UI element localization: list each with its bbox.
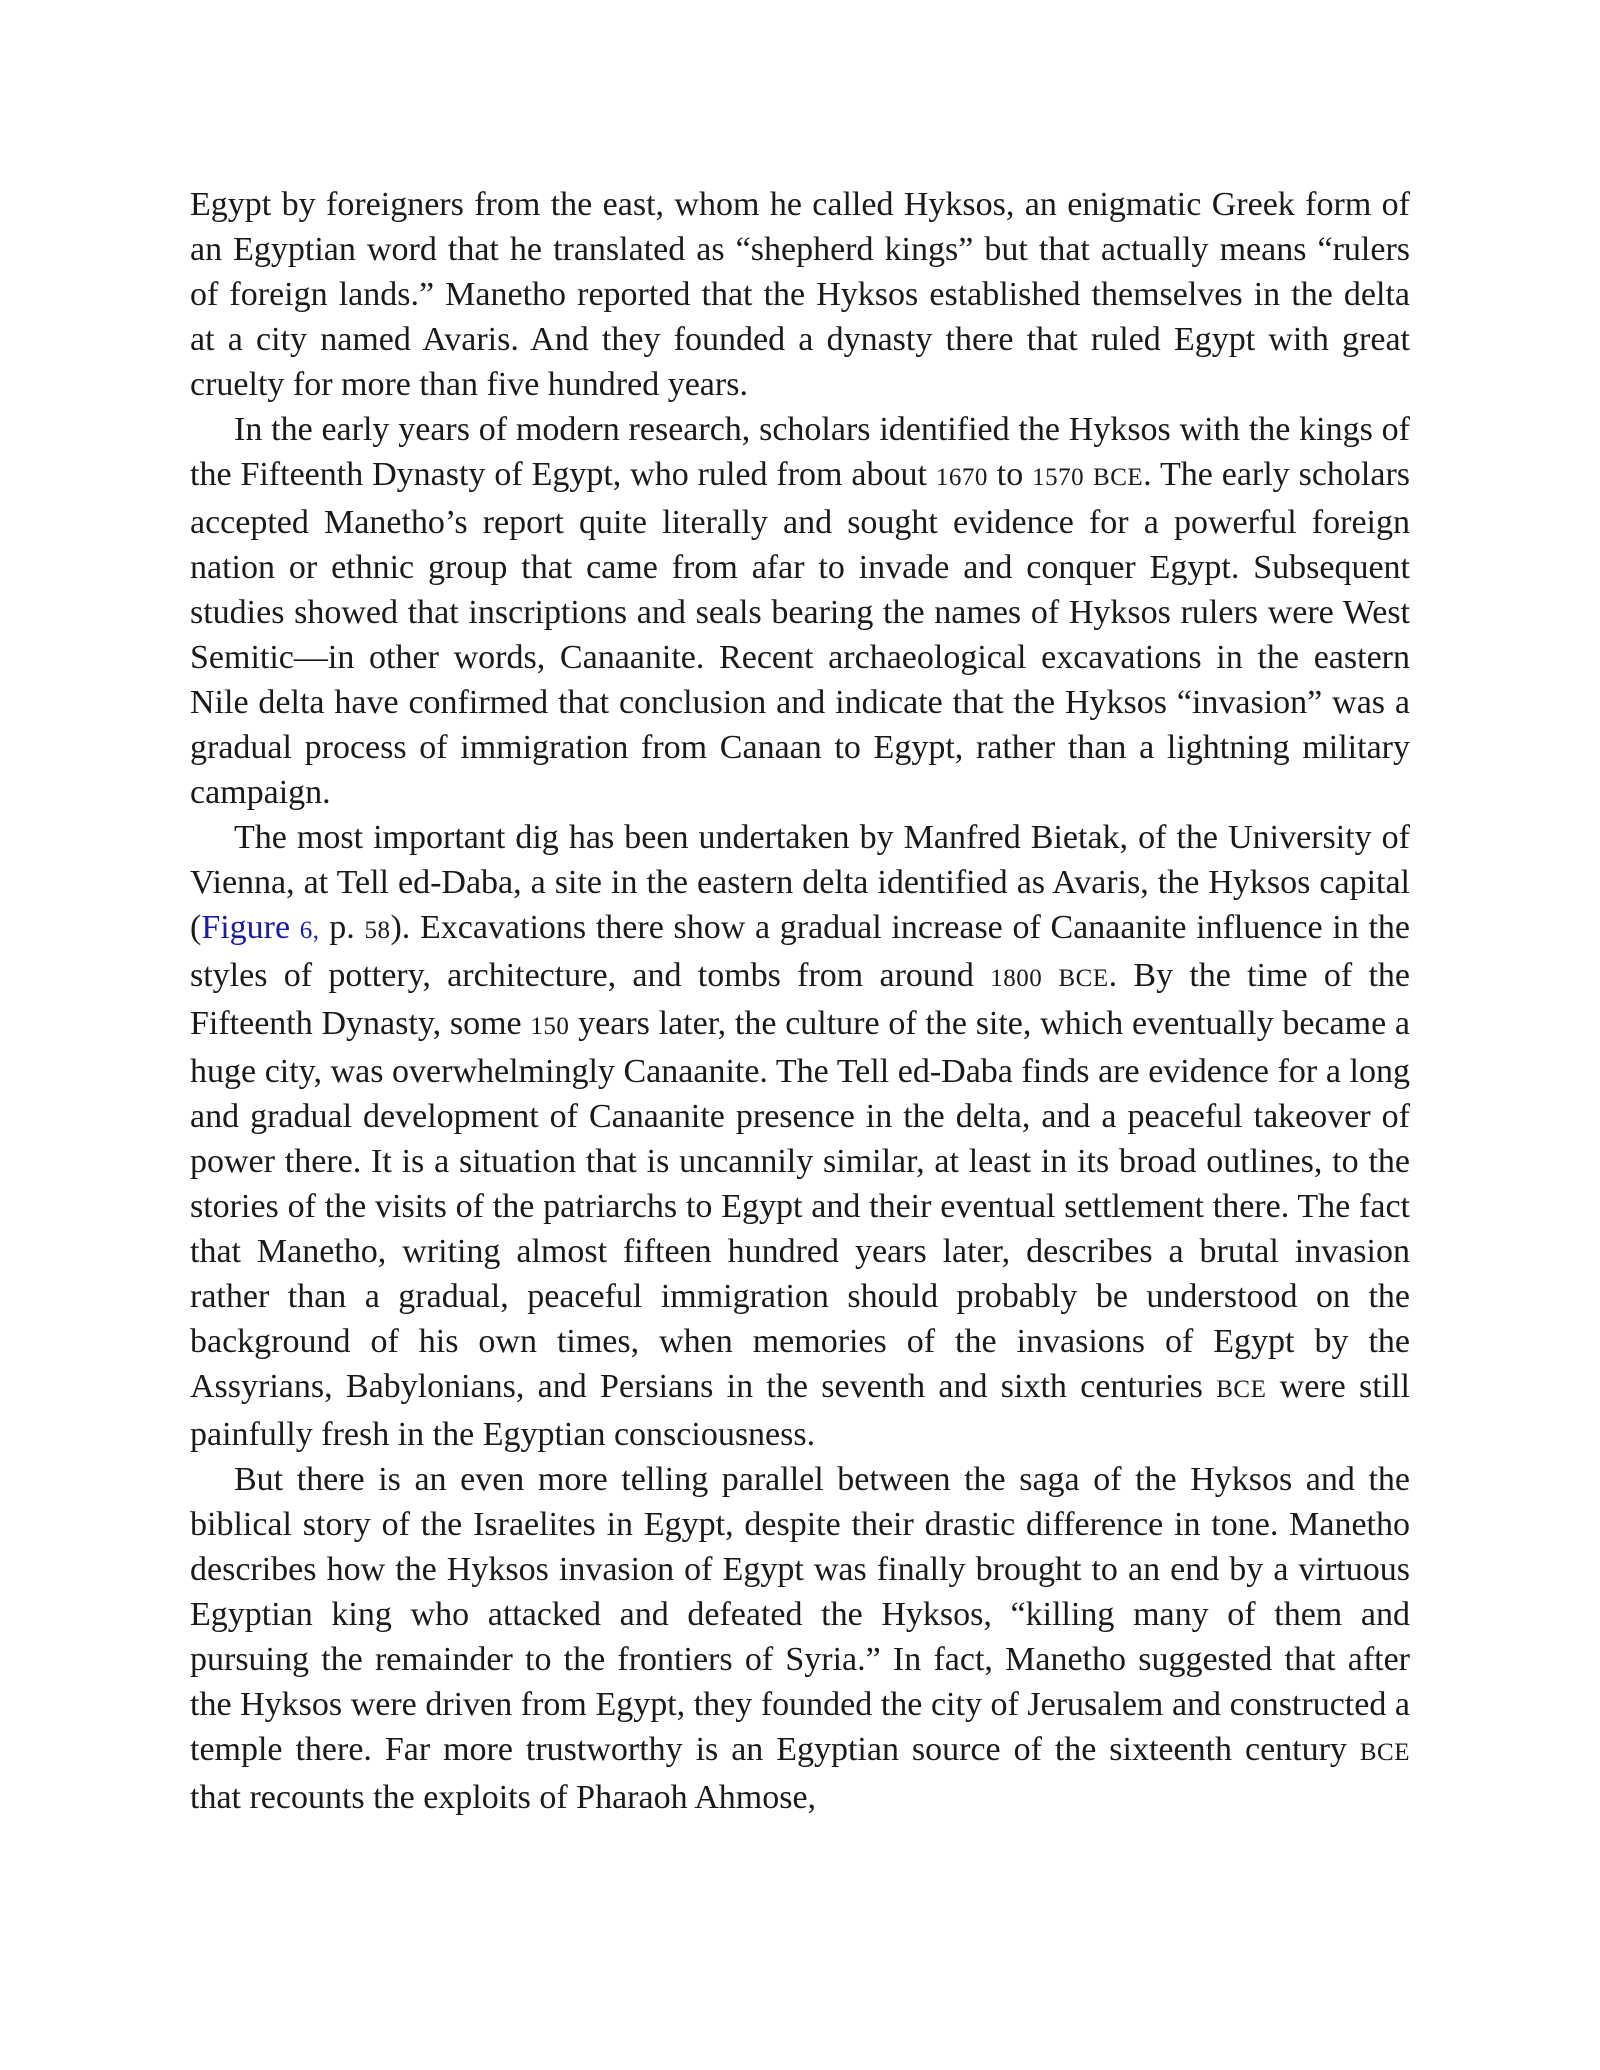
year-number: 1800 [990,965,1043,992]
era-abbreviation: BCE [1359,1739,1410,1766]
paragraph-1: Egypt by foreigners from the east, whom he called Hyksos, an enigmatic Greek form of an Egyptian word that he translated as “shepherd kings” but that actually means “rulers of foreign lands.” Manetho reported that the Hyksos established themselves in the delta at a city named Avaris. And they founded a dynasty there that ruled Egypt with great cruelty for more than five hundred years. [190,186,1410,403]
year-number: 1570 [1032,464,1085,491]
era-abbreviation: BCE [1058,965,1109,992]
paragraph-2: In the early years of modern research, scholars identified the Hyksos with the kings of the Fifteenth Dynasty of Egypt, who ruled from about 1670 to 1570 BCE. The early scholars accepted Manetho’s report quite literally and sought evidence for a powerful foreign nation or ethnic group that came from afar to invade and conquer Egypt. Subsequent studies showed that inscriptions and seals bearing the names of Hyksos rulers were West Semitic—in other words, Canaanite. Recent archaeological excavations in the eastern Nile delta have confirmed that conclusion and indicate that the Hyksos “invasion” was a gradual process of immigration from Canaan to Egypt, rather than a lightning military campaign. [190,411,1411,811]
paragraph-4: But there is an even more telling parallel between the saga of the Hyksos and the biblical story of the Israelites in Egypt, despite their drastic difference in tone. Manetho describes how the Hyksos invasion of Egypt was finally brought to an end by a virtuous Egyptian king who attacked and defeated the Hyksos, “killing many of them and pursuing the remainder to the frontiers of Syria.” In fact, Manetho suggested that after the Hyksos were driven from Egypt, they founded the city of Jerusalem and constructed a temple there. Far more trustworthy is an Egyptian source of the sixteenth century BCE that recounts the exploits of Pharaoh Ahmose, [190,1461,1410,1816]
page-reference-number: 58 [364,917,391,944]
year-number: 1670 [935,464,988,491]
year-number: 150 [530,1013,570,1040]
era-abbreviation: BCE [1093,464,1144,491]
paragraph-3: The most important dig has been undertaken by Manfred Bietak, of the University of Vienna, at Tell ed-Daba, a site in the eastern delta identified as Avaris, the Hyksos capital (Figure 6, p. 58). Excavations there show a gradual increase of Canaanite influence in the styles of pottery, architecture, and tombs from around 1800 BCE. By the time of the Fifteenth Dynasty, some 150 years later, the culture of the site, which eventually became a huge city, was overwhelmingly Canaanite. The Tell ed-Daba finds are evidence for a long and gradual development of Canaanite presence in the delta, and a peaceful takeover of power there. It is a situation that is uncannily similar, at least in its broad outlines, to the stories of the visits of the patriarchs to Egypt and their eventual settlement there. The fact that Manetho, writing almost fifteen hundred years later, describes a brutal invasion rather than a gradual, peaceful immigration should probably be understood on the background of his own times, when memories of the invasions of Egypt by the Assyrians, Babylonians, and Persians in the seventh and sixth centuries BCE were still painfully fresh in the Egyptian consciousness. [190,819,1411,1453]
book-page-body [190,182,1410,1820]
figure-link[interactable]: Figure 6, [201,909,320,946]
era-abbreviation: BCE [1216,1376,1267,1403]
